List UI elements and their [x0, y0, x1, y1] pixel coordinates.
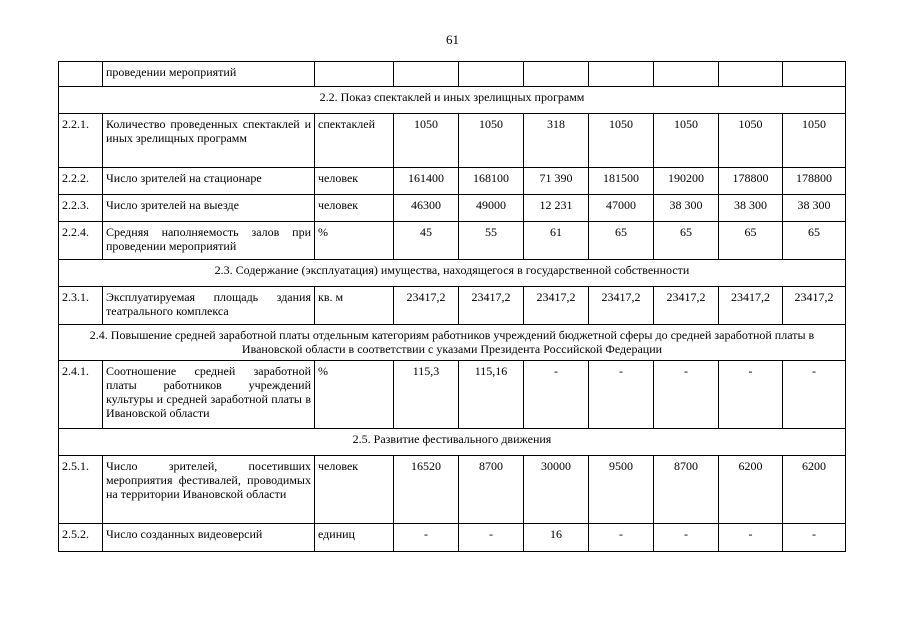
indicators-table: [58, 61, 846, 552]
row-unit: спектаклей: [315, 114, 394, 168]
row-value: 38 300: [719, 195, 783, 222]
row-value: 23417,2: [654, 287, 719, 325]
row-unit: человек: [315, 456, 394, 524]
row-value: -: [783, 361, 846, 429]
row-value: -: [719, 361, 783, 429]
row-value: -: [459, 524, 524, 552]
row-value: -: [394, 524, 459, 552]
row-value: 1050: [394, 114, 459, 168]
row-description: Средняя наполняемость залов при проведении мероприятий: [103, 222, 315, 260]
row-description: Эксплуатируемая площадь здания театрального комплекса: [103, 287, 315, 325]
section-row-2-4: [59, 325, 846, 361]
row-value: 65: [783, 222, 846, 260]
row-description: Число зрителей на стационаре: [103, 168, 315, 195]
row-number: 2.5.1.: [59, 456, 103, 524]
row-unit: [315, 62, 394, 87]
row-number: 2.3.1.: [59, 287, 103, 325]
row-unit: человек: [315, 195, 394, 222]
row-value: 23417,2: [783, 287, 846, 325]
row-value: 47000: [589, 195, 654, 222]
row-value: 8700: [654, 456, 719, 524]
section-heading: 2.4. Повышение средней заработной платы отдельным категориям работников учреждений бюджетной сферы до средней заработной платы в Ивановской области в соответствии с указами Президента Российской Федерации: [59, 325, 846, 361]
table-row-2-2-3: [59, 195, 846, 222]
row-unit: единиц: [315, 524, 394, 552]
row-value: 23417,2: [589, 287, 654, 325]
row-value: 161400: [394, 168, 459, 195]
row-unit: человек: [315, 168, 394, 195]
table-row-continuation: [59, 62, 846, 87]
row-value: [589, 62, 654, 87]
row-value: [783, 62, 846, 87]
row-value: 115,3: [394, 361, 459, 429]
row-value: 16520: [394, 456, 459, 524]
row-value: 168100: [459, 168, 524, 195]
table-row-2-2-2: [59, 168, 846, 195]
row-value: 65: [719, 222, 783, 260]
row-value: 61: [524, 222, 589, 260]
table-row-2-2-4: [59, 222, 846, 260]
table-row-2-2-1: [59, 114, 846, 168]
row-number: 2.2.3.: [59, 195, 103, 222]
row-value: -: [783, 524, 846, 552]
row-value: 6200: [783, 456, 846, 524]
row-number: 2.2.1.: [59, 114, 103, 168]
row-description: Число зрителей на выезде: [103, 195, 315, 222]
row-unit: %: [315, 222, 394, 260]
row-value: 8700: [459, 456, 524, 524]
row-value: 181500: [589, 168, 654, 195]
row-description: Соотношение средней заработной платы работников учреждений культуры и средней заработной платы в Ивановской области: [103, 361, 315, 429]
row-value: 46300: [394, 195, 459, 222]
row-value: 1050: [459, 114, 524, 168]
page-number: 61: [446, 32, 459, 47]
row-value: 178800: [719, 168, 783, 195]
row-value: 12 231: [524, 195, 589, 222]
row-value: 1050: [654, 114, 719, 168]
row-value: 6200: [719, 456, 783, 524]
row-value: 190200: [654, 168, 719, 195]
row-description: Число созданных видеоверсий: [103, 524, 315, 552]
row-description: Количество проведенных спектаклей и иных зрелищных программ: [103, 114, 315, 168]
table-row-2-4-1: [59, 361, 846, 429]
row-value: [654, 62, 719, 87]
row-number: 2.4.1.: [59, 361, 103, 429]
row-value: -: [589, 524, 654, 552]
row-value: [394, 62, 459, 87]
row-value: 1050: [783, 114, 846, 168]
row-number: 2.2.2.: [59, 168, 103, 195]
row-unit: %: [315, 361, 394, 429]
row-number: 2.2.4.: [59, 222, 103, 260]
row-value: 45: [394, 222, 459, 260]
row-description: проведении мероприятий: [103, 62, 315, 87]
row-value: 65: [589, 222, 654, 260]
row-value: 23417,2: [459, 287, 524, 325]
row-value: 115,16: [459, 361, 524, 429]
row-value: 38 300: [783, 195, 846, 222]
table-row-2-5-2: [59, 524, 846, 552]
section-heading: 2.3. Содержание (эксплуатация) имущества, находящегося в государственной собственности: [59, 260, 846, 287]
row-value: [524, 62, 589, 87]
table-row-2-3-1: [59, 287, 846, 325]
row-number: [59, 62, 103, 87]
row-value: 55: [459, 222, 524, 260]
row-value: [459, 62, 524, 87]
row-unit: кв. м: [315, 287, 394, 325]
row-value: 23417,2: [719, 287, 783, 325]
section-heading: 2.2. Показ спектаклей и иных зрелищных программ: [59, 87, 846, 114]
row-value: 38 300: [654, 195, 719, 222]
row-value: 23417,2: [524, 287, 589, 325]
row-value: -: [654, 524, 719, 552]
row-value: 71 390: [524, 168, 589, 195]
row-value: 49000: [459, 195, 524, 222]
row-value: 1050: [719, 114, 783, 168]
row-value: 65: [654, 222, 719, 260]
row-value: 9500: [589, 456, 654, 524]
row-value: -: [589, 361, 654, 429]
row-number: 2.5.2.: [59, 524, 103, 552]
row-value: 30000: [524, 456, 589, 524]
row-value: -: [524, 361, 589, 429]
row-value: 23417,2: [394, 287, 459, 325]
row-value: -: [719, 524, 783, 552]
row-value: [719, 62, 783, 87]
section-heading: 2.5. Развитие фестивального движения: [59, 429, 846, 456]
section-row-2-3: [59, 260, 846, 287]
table-row-2-5-1: [59, 456, 846, 524]
section-row-2-5: [59, 429, 846, 456]
row-value: 1050: [589, 114, 654, 168]
row-value: 318: [524, 114, 589, 168]
row-value: 16: [524, 524, 589, 552]
row-value: -: [654, 361, 719, 429]
row-description: Число зрителей, посетивших мероприятия фестивалей, проводимых на территории Ивановской области: [103, 456, 315, 524]
section-row-2-2: [59, 87, 846, 114]
row-value: 178800: [783, 168, 846, 195]
